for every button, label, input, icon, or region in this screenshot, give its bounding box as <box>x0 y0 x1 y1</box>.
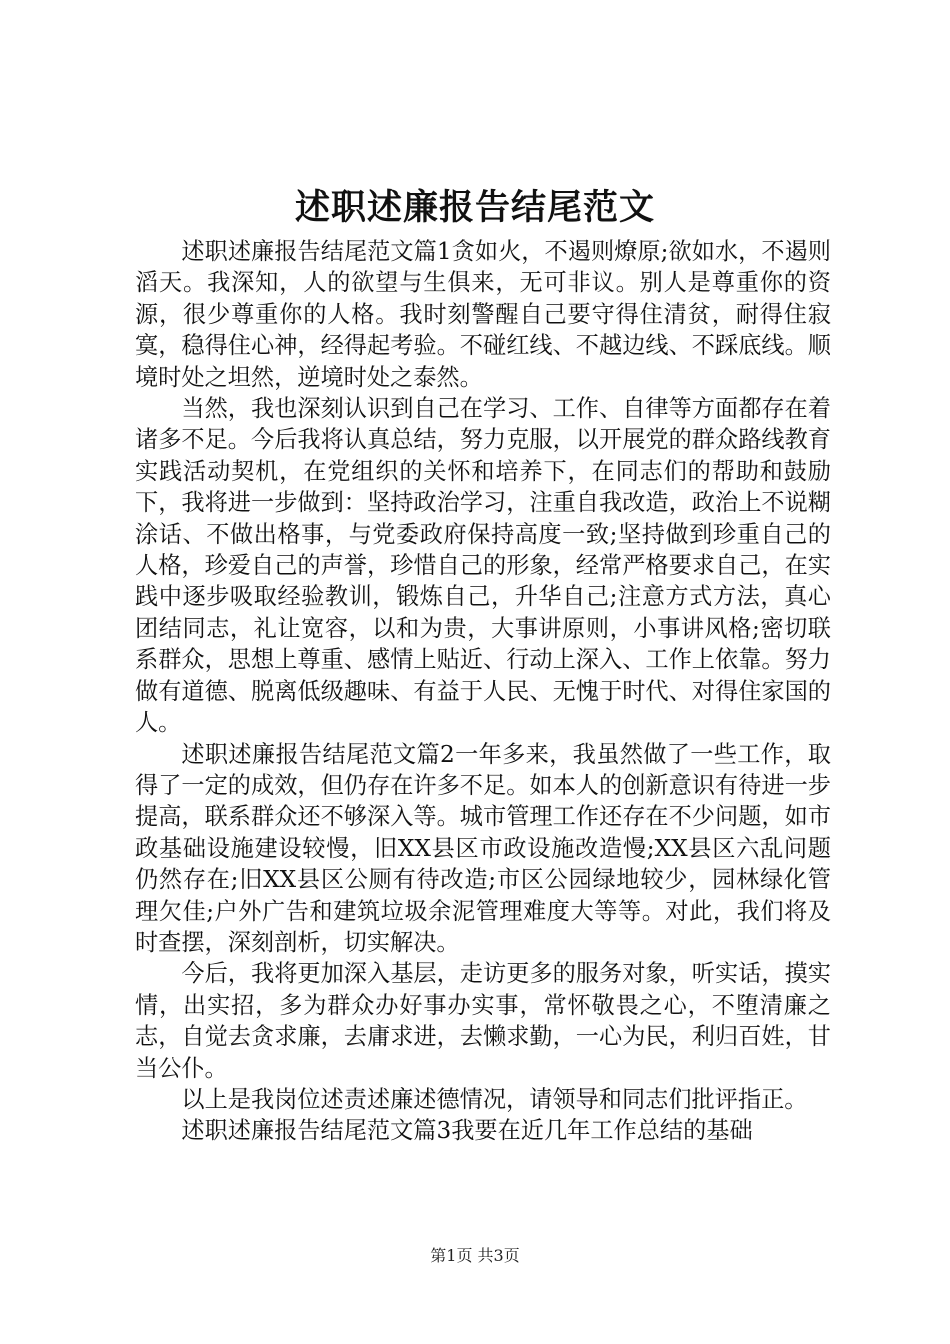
page-number-footer: 第1页 共3页 <box>430 1246 520 1265</box>
paragraph: 述职述廉报告结尾范文篇1贪如火，不遏则燎原;欲如水，不遏则滔天。我深知，人的欲望与生俱来，无可非议。别人是尊重你的资源，很少尊重你的人格。我时刻警醒自己要守得住清贫，耐得住寂寞，稳得住心神，经得起考验。不碰红线、不越边线、不踩底线。顺境时处之坦然，逆境时处之泰然。 <box>135 238 831 391</box>
document-title: 述职述廉报告结尾范文 <box>294 187 655 228</box>
paragraph: 述职述廉报告结尾范文篇3我要在近几年工作总结的基础 <box>181 1117 753 1145</box>
paragraph: 今后，我将更加深入基层，走访更多的服务对象，听实话，摸实情，出实招，多为群众办好事办实事，常怀敬畏之心，不堕清廉之志，自觉去贪求廉，去庸求进，去懒求勤，一心为民，利归百姓，甘当公仆。 <box>135 960 831 1082</box>
paragraph: 以上是我岗位述责述廉述德情况，请领导和同志们批评指正。 <box>181 1085 808 1113</box>
paragraph: 述职述廉报告结尾范文篇2一年多来，我虽然做了一些工作，取得了一定的成效，但仍存在许多不足。如本人的创新意识有待进一步提高，联系群众还不够深入等。城市管理工作还存在不少问题，如市政基础设施建设较慢，旧XX县区市政设施改造慢;XX县区六乱问题仍然存在;旧XX县区公厕有待改造;市区公园绿地较少，园林绿化管理欠佳;户外广告和建筑垃圾余泥管理难度大等等。对此，我们将及时查摆，深刻剖析，切实解决。 <box>135 740 831 956</box>
paragraph: 当然，我也深刻认识到自己在学习、工作、自律等方面都存在着诸多不足。今后我将认真总结，努力克服，以开展党的群众路线教育实践活动契机，在党组织的关怀和培养下，在同志们的帮助和鼓励下，我将进一步做到：坚持政治学习，注重自我改造，政治上不说糊涂话、不做出格事，与党委政府保持高度一致;坚持做到珍重自己的人格，珍爱自己的声誉，珍惜自己的形象，经常严格要求自己，在实践中逐步吸取经验教训，锻炼自己，升华自己;注意方式方法，真心团结同志，礼让宽容，以和为贵，大事讲原则，小事讲风格;密切联系群众，思想上尊重、感情上贴近、行动上深入、工作上依靠。努力做有道德、脱离低级趣味、有益于人民、无愧于时代、对得住家国的人。 <box>135 395 831 737</box>
document-body <box>135 236 831 1147</box>
